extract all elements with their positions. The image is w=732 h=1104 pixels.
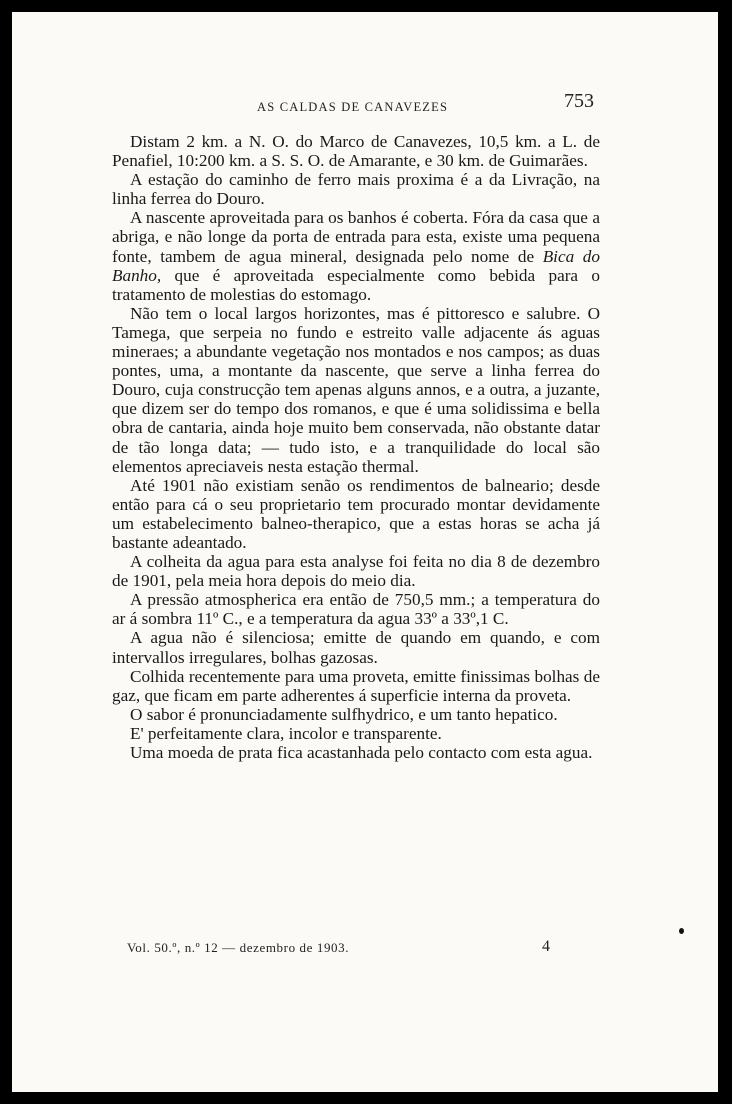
paragraph-silver-coin: Uma moeda de prata fica acastanhada pelo contacto com esta agua. (130, 743, 593, 762)
paragraph-railway-station: A estação do caminho de ferro mais proxima é a da Livração, na linha ferrea do Douro. (112, 170, 600, 209)
paragraph-test-tube: Colhida recentemente para uma proveta, emitte finissimas bolhas de gaz, que ficam em parte adherentes á superficie interna da proveta. (112, 666, 600, 705)
signature-mark: 4 (542, 938, 550, 955)
ink-speck (679, 928, 684, 934)
issue-line: Vol. 50.º, n.º 12 — dezembro de 1903. (127, 940, 350, 955)
paragraph-taste: O sabor é pronunciadamente sulfhydrico, e um tanto hepatico. (130, 704, 558, 724)
paragraph-spring-fountain (112, 208, 600, 303)
page (12, 12, 718, 1092)
paragraph-gas-bubbles: A agua não é silenciosa; emitte de quando em quando, e com intervallos irregulares, bolhas gazosas. (112, 628, 600, 667)
paragraph-pressure-temperature: A pressão atmospherica era então de 750,5 mm.; a temperatura do ar á sombra 11º C., e a temperatura da agua 33º a 33º,1 C. (112, 590, 600, 629)
paragraph-distances: Distam 2 km. a N. O. do Marco de Canavezes, 10,5 km. a L. de Penafiel, 10:200 km. a S. S. O. de Amarante, e 30 km. de Guimarães. (112, 132, 600, 171)
paragraph-sampling: A colheita da agua para esta analyse foi feita no dia 8 de dezembro de 1901, pela meia hora depois do meio dia. (112, 552, 600, 591)
article-body (112, 132, 600, 762)
page-number: 753 (564, 90, 594, 112)
paragraph-spring-tail: que é aproveitada especialmente como bebida para o tratamento de molestias do estomago. (112, 265, 600, 304)
paragraph-spring-text: A nascente aproveitada para os banhos é coberta. Fóra da casa que a abriga, e não longe da porta de entrada para esta, existe uma pequena fonte, tambem de agua mineral, designada pelo nome de (112, 208, 600, 266)
spring-name: Bica do Banho, (112, 246, 600, 285)
paragraph-landscape: Não tem o local largos horizontes, mas é pittoresco e salubre. O Tamega, que serpeia no fundo e estreito valle adjacente ás aguas mineraes; a abundante vegetação nos montados e nos campos; as duas pontes, uma, a montante da nascente, que serve a linha ferrea do Douro, cuja construcção tem apenas alguns annos, e a outra, a juzante, que dizem ser do tempo dos romanos, e que é uma solidissima e bella obra de cantaria, ainda hoje muito bem conservada, não obstante datar de tão longa data; — tudo isto, e a tranquilidade do local são elementos apreciaveis nesta estação thermal. (112, 303, 600, 476)
running-title: AS CALDAS DE CANAVEZES (257, 100, 449, 114)
paragraph-establishment: Até 1901 não existiam senão os rendimentos de balneario; desde então para cá o seu proprietario tem procurado montar devidamente um estabelecimento balneo-therapico, que a estas horas se acha já bastante adeantado. (112, 475, 600, 552)
paragraph-clarity: E' perfeitamente clara, incolor e transparente. (130, 723, 442, 743)
